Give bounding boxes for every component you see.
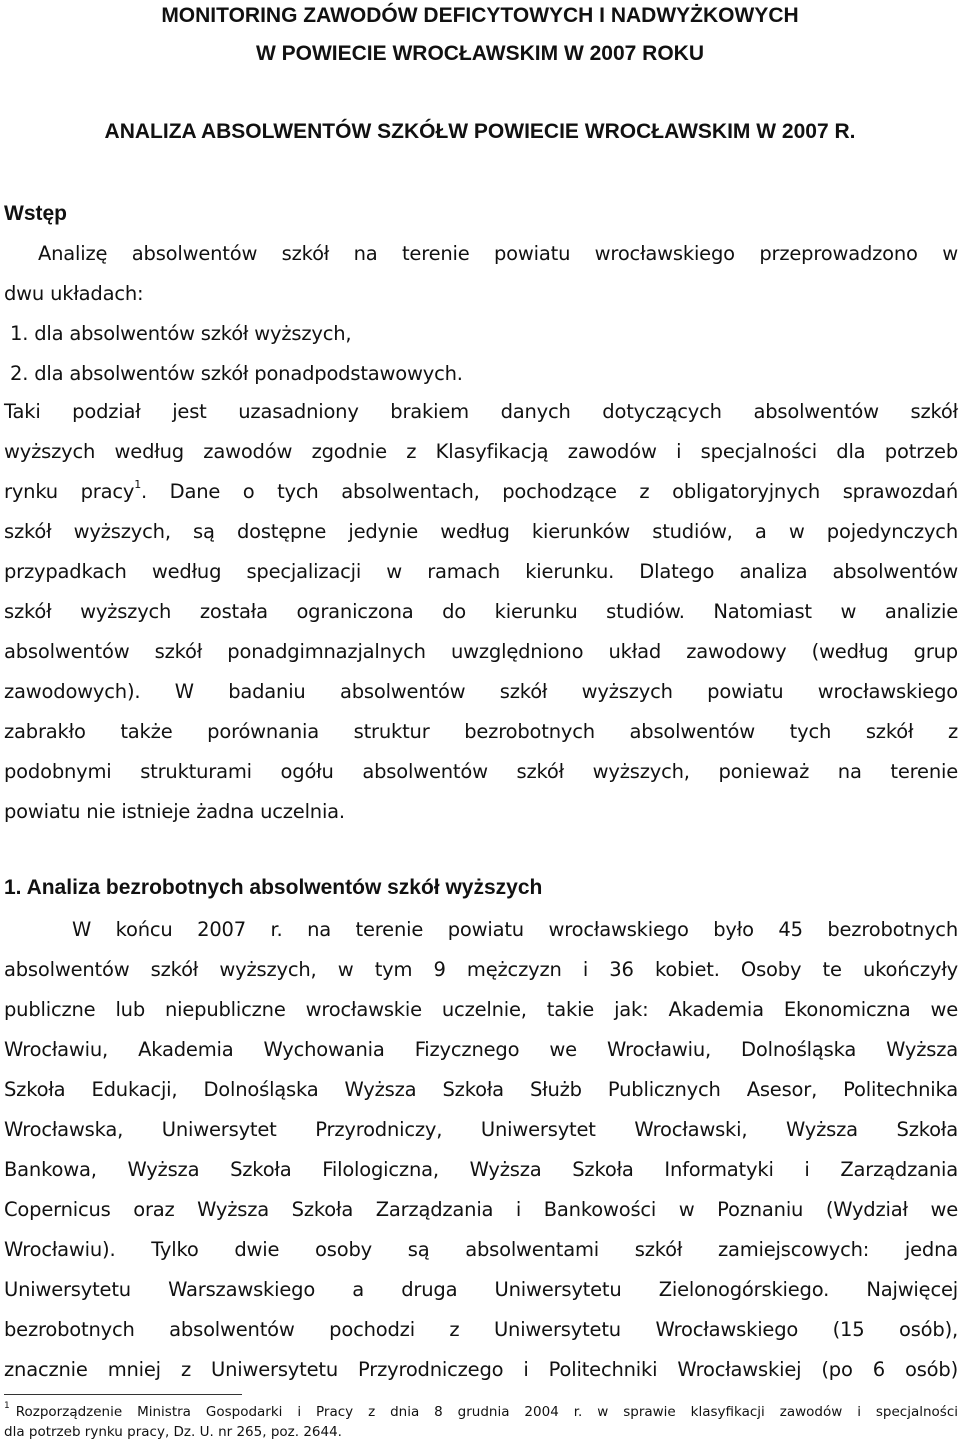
footnote-line: dla potrzeb rynku pracy, Dz. U. nr 265, poz. 2644.	[4, 1424, 342, 1440]
paragraph-line: zawodowych). W badaniu absolwentów szkół wyższych powiatu wrocławskiego	[4, 680, 958, 703]
paragraph-line-with-footnote	[4, 472, 958, 512]
paragraph-line: podobnymi strukturami ogółu absolwentów szkół wyższych, ponieważ na terenie	[4, 760, 958, 783]
paragraph-line: Uniwersytetu Warszawskiego a druga Uniwersytetu Zielonogórskiego. Najwięcej	[4, 1278, 958, 1301]
footnote-line	[4, 1402, 958, 1422]
intro-paragraph	[4, 234, 958, 394]
intro-list-item: 1. dla absolwentów szkół wyższych,	[10, 322, 352, 345]
footnote-reference[interactable]: 1	[134, 477, 142, 491]
paragraph-line: Taki podział jest uzasadniony brakiem danych dotyczących absolwentów szkół	[4, 400, 958, 423]
intro-line: dwu układach:	[4, 282, 144, 305]
paragraph-line: Wrocławska, Uniwersytet Przyrodniczy, Uniwersytet Wrocławski, Wyższa Szkoła	[4, 1118, 958, 1141]
paragraph-line: Wrocławiu). Tylko dwie osoby są absolwentami szkół zamiejscowych: jedna	[4, 1238, 958, 1261]
paragraph-line: publiczne lub niepubliczne wrocławskie uczelnie, takie jak: Akademia Ekonomiczna we	[4, 998, 958, 1021]
document-title-line-1: MONITORING ZAWODÓW DEFICYTOWYCH I NADWYŻKOWYCH	[161, 4, 799, 27]
footnote-separator	[4, 1394, 242, 1395]
paragraph-line: Bankowa, Wyższa Szkoła Filologiczna, Wyższa Szkoła Informatyki i Zarządzania	[4, 1158, 958, 1181]
intro-line: Analizę absolwentów szkół na terenie powiatu wrocławskiego przeprowadzono w	[38, 242, 958, 265]
section-1-heading: 1. Analiza bezrobotnych absolwentów szkół wyższych	[4, 876, 543, 899]
document-subtitle: ANALIZA ABSOLWENTÓW SZKÓŁW POWIECIE WROCŁAWSKIM W 2007 R.	[104, 120, 856, 143]
paragraph-line: Wrocławiu, Akademia Wychowania Fizycznego we Wrocławiu, Dolnośląska Wyższa	[4, 1038, 958, 1061]
paragraph-line: Szkoła Edukacji, Dolnośląska Wyższa Szkoła Służb Publicznych Asesor, Politechnika	[4, 1078, 958, 1101]
footnote-number: 1	[4, 1400, 10, 1411]
paragraph-line: absolwentów szkół wyższych, w tym 9 mężczyzn i 36 kobiet. Osoby te ukończyły	[4, 958, 958, 981]
footnote	[4, 1402, 958, 1442]
paragraph-line: bezrobotnych absolwentów pochodzi z Uniwersytetu Wrocławskiego (15 osób),	[4, 1318, 958, 1341]
paragraph-text: rynku pracy	[4, 480, 135, 503]
paragraph-line: zabrakło także porównania struktur bezrobotnych absolwentów tych szkół z	[4, 720, 958, 743]
paragraph-text: . Dane o tych absolwentach, pochodzące z obligatoryjnych sprawozdań	[141, 480, 959, 503]
paragraph-line: absolwentów szkół ponadgimnazjalnych uwzględniono układ zawodowy (według grup	[4, 640, 958, 663]
paragraph-line: szkół wyższych została ograniczona do kierunku studiów. Natomiast w analizie	[4, 600, 958, 623]
paragraph-line: W końcu 2007 r. na terenie powiatu wrocławskiego było 45 bezrobotnych	[72, 918, 958, 941]
paragraph-line: przypadkach według specjalizacji w ramach kierunku. Dlatego analiza absolwentów	[4, 560, 958, 583]
paragraph-line: znacznie mniej z Uniwersytetu Przyrodniczego i Politechniki Wrocławskiej (po 6 osób)	[4, 1358, 958, 1381]
paragraph-line: szkół wyższych, są dostępne jedynie według kierunków studiów, a w pojedynczych	[4, 520, 958, 543]
paragraph-line: powiatu nie istnieje żadna uczelnia.	[4, 800, 345, 823]
intro-list-item: 2. dla absolwentów szkół ponadpodstawowych.	[10, 362, 463, 385]
body-paragraph-1	[4, 392, 958, 832]
paragraph-line: Copernicus oraz Wyższa Szkoła Zarządzania i Bankowości w Poznaniu (Wydział we	[4, 1198, 958, 1221]
document-title-line-2: W POWIECIE WROCŁAWSKIM W 2007 ROKU	[255, 42, 704, 65]
body-paragraph-2	[4, 910, 958, 1390]
intro-heading: Wstęp	[4, 202, 67, 225]
footnote-text: Rozporządzenie Ministra Gospodarki i Pracy z dnia 8 grudnia 2004 r. w sprawie klasyfikacji zawodów i specjalności	[15, 1404, 958, 1420]
paragraph-line: wyższych według zawodów zgodnie z Klasyfikacją zawodów i specjalności dla potrzeb	[4, 440, 958, 463]
